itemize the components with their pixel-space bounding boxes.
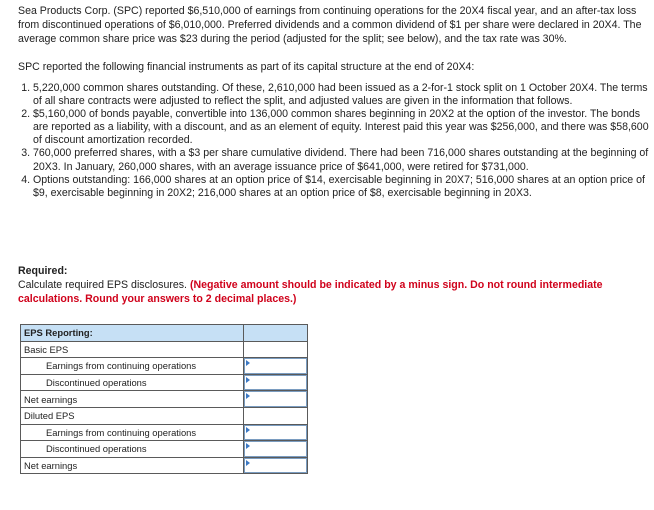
table-row [21,391,308,408]
diluted-eps-label: Diluted EPS [21,407,244,424]
table-header-value [244,325,308,342]
table-row [21,424,308,441]
list-item: 4. Options outstanding: 166,000 shares at an option price of $14, exercisable beginning in 20X7; 516,000 shares at an option price of $9, exercisable beginning in 20X2; 216,000 shares at an option price of $8, exercisable beginning in 20X3. [33,174,654,200]
required-warning: (Negative amount should be indicated by a minus sign. Do not round intermediate calculations. Round your answers to 2 decimal places.) [18,279,603,305]
input-marker-icon [246,377,250,383]
diluted-discontinued-label: Discontinued operations [21,441,244,458]
list-item: 2. $5,160,000 of bonds payable, convertible into 136,000 common shares beginning in 20X2 at the option of the investor. The bonds are reported as a liability, with a discount, and as an element of equity. Interest paid this year was $256,000, and there was $58,600 of discount amortization recorded. [33,108,654,147]
table-row [21,457,308,474]
diluted-continuing-input[interactable] [244,425,307,441]
input-marker-icon [246,393,250,399]
basic-discontinued-cell [244,374,308,391]
basic-net-earnings-label: Net earnings [21,391,244,408]
basic-continuing-input[interactable] [244,358,307,374]
diluted-continuing-label: Earnings from continuing operations [21,424,244,441]
diluted-discontinued-cell [244,441,308,458]
diluted-net-earnings-input[interactable] [244,458,307,474]
basic-eps-value [244,341,308,358]
table-row [21,407,308,424]
diluted-eps-value [244,407,308,424]
input-marker-icon [246,427,250,433]
table-row [21,374,308,391]
instruments-list [14,82,654,200]
table-header: EPS Reporting: [21,325,244,342]
input-marker-icon [246,360,250,366]
eps-table [20,324,308,474]
diluted-discontinued-input[interactable] [244,441,307,457]
table-row [21,441,308,458]
basic-discontinued-input[interactable] [244,375,307,391]
diluted-net-earnings-label: Net earnings [21,457,244,474]
basic-net-earnings-cell [244,391,308,408]
basic-eps-label: Basic EPS [21,341,244,358]
table-header-row [21,325,308,342]
intro-paragraph: Sea Products Corp. (SPC) reported $6,510,000 of earnings from continuing operations for the 20X4 fiscal year, and an after-tax loss from discontinued operations of $6,010,000. Preferred dividends and a common dividend of $1 per share were declared in 20X4. The average common share price was $23 during the period (adjusted for the split; see below), and the tax rate was 30%. [18,5,642,45]
input-marker-icon [246,460,250,466]
table-row [21,341,308,358]
basic-continuing-cell [244,358,308,375]
intro-capital-structure: SPC reported the following financial instruments as part of its capital structure at the end of 20X4: [18,61,475,73]
list-item: 1. 5,220,000 common shares outstanding. Of these, 2,610,000 had been issued as a 2-for-1 stock split on 1 October 20X4. The terms of all share contracts were adjusted to reflect the split, and adjusted values are given in the information that follows. [33,82,654,108]
required-text: Calculate required EPS disclosures. [18,279,187,291]
table-row [21,358,308,375]
required-heading: Required: [18,265,68,277]
basic-continuing-label: Earnings from continuing operations [21,358,244,375]
input-marker-icon [246,443,250,449]
basic-net-earnings-input[interactable] [244,391,307,407]
list-item: 3. 760,000 preferred shares, with a $3 per share cumulative dividend. There had been 716,000 shares outstanding at the beginning of 20X3. In January, 260,000 shares, with an average issuance price of $641,000, were retired for $731,000. [33,147,654,173]
required-instructions [18,279,628,307]
diluted-net-earnings-cell [244,457,308,474]
basic-discontinued-label: Discontinued operations [21,374,244,391]
diluted-continuing-cell [244,424,308,441]
